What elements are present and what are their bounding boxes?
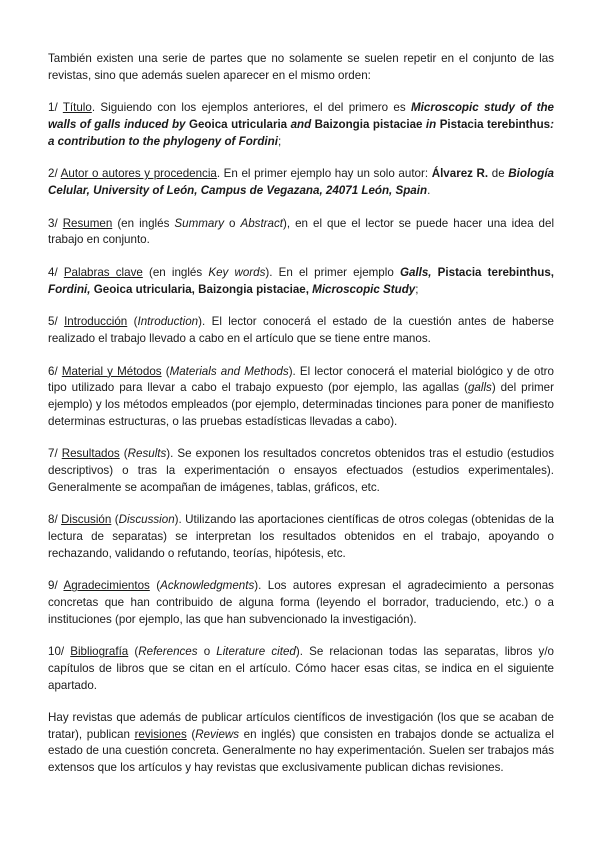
section-label: Agradecimientos <box>63 579 150 593</box>
section-label: Autor o autores y procedencia <box>60 167 217 181</box>
section-palabras-clave: 4/ Palabras clave (en inglés Key words). En el primer ejemplo Galls, Pistacia terebinthus, Fordini, Geoica utricularia, Baizongia pistaciae, Microscopic Study; <box>48 266 555 296</box>
section-resultados: 7/ Resultados (Results). Se exponen los resultados concretos obtenidos tras el estudio (estudios descriptivos) o tras la experimentación o ensayos efectuados (estudios experimentales). Generalmente se acompañan de imágenes, tablas, gráficos, etc. <box>48 447 555 494</box>
section-label: Título <box>62 101 92 115</box>
closing-paragraph: Hay revistas que además de publicar artículos científicos de investigación (los que se acaban de tratar), publican revisiones (Reviews en inglés) que consisten en trabajos donde se actualiza el estado de una cuestión concreta. Generalmente no hay experimentación. Suelen ser trabajos más extensos que los artículos y hay revistas que exclusivamente publican dichas revisiones. <box>48 711 554 775</box>
section-label: Resumen <box>62 216 113 230</box>
section-label: Material y Métodos <box>61 364 162 378</box>
section-titulo: 1/ Título. Siguiendo con los ejemplos anteriores, el del primero es Microscopic study of the walls of galls induced by Geoica utricularia and Baizongia pistaciae in Pistacia terebinthus: a contribution to the phylogeny of Fordini; <box>48 101 554 148</box>
section-material-metodos: 6/ Material y Métodos (Materials and Methods). El lector conocerá el material biológico y de otro tipo utilizado para llevar a cabo el trabajo expuesto (por ejemplo, las agallas (galls) del primer ejemplo) y los métodos empleados (por ejemplo, determinadas tinciones para poner de manifiesto determinas estructuras, o las pruebas estadísticas llevadas a cabo). <box>48 364 554 428</box>
section-autor: 2/ Autor o autores y procedencia. En el primer ejemplo hay un solo autor: Álvarez R. de Biología Celular, University of León, Campus de Vegazana, 24071 León, Spain. <box>48 167 554 197</box>
section-discusion: 8/ Discusión (Discussion). Utilizando las aportaciones científicas de otros colegas (obtenidas de la lectura de separatas) se interpretan los resultados obtenidos en el trabajo, apoyando o rechazando, validando o refutando, teorías, hipótesis, etc. <box>48 513 555 560</box>
revisiones-term: revisiones <box>134 727 187 741</box>
section-introduccion: 5/ Introducción (Introduction). El lector conocerá el estado de la cuestión antes de haberse realizado el trabajo llevado a cabo en el artículo que se tiene entre manos. <box>48 315 554 346</box>
section-label: Introducción <box>64 315 128 329</box>
intro-paragraph: También existen una serie de partes que no solamente se suelen repetir en el conjunto de las revistas, sino que además suelen aparecer en el mismo orden: <box>48 52 554 82</box>
section-label: Resultados <box>61 447 120 461</box>
document-page <box>48 51 554 793</box>
section-bibliografia: 10/ Bibliografía (References o Literature cited). Se relacionan todas las separatas, libros y/o capítulos de libros que se citan en el artículo. Cómo hacer esas citas, se indica en el siguiente apartado. <box>48 645 555 692</box>
section-label: Palabras clave <box>63 266 143 280</box>
section-resumen: 3/ Resumen (en inglés Summary o Abstract), en el que el lector se puede hacer una idea del trabajo en conjunto. <box>48 216 555 247</box>
section-label: Bibliografía <box>70 645 129 659</box>
section-label: Discusión <box>61 513 112 527</box>
section-agradecimientos: 9/ Agradecimientos (Acknowledgments). Los autores expresan el agradecimiento a personas concretas que han contribuido de alguna forma (leyendo el borrador, traduciendo, etc.) o a instituciones (por ejemplo, las que han subvencionado la investigación). <box>48 579 554 626</box>
